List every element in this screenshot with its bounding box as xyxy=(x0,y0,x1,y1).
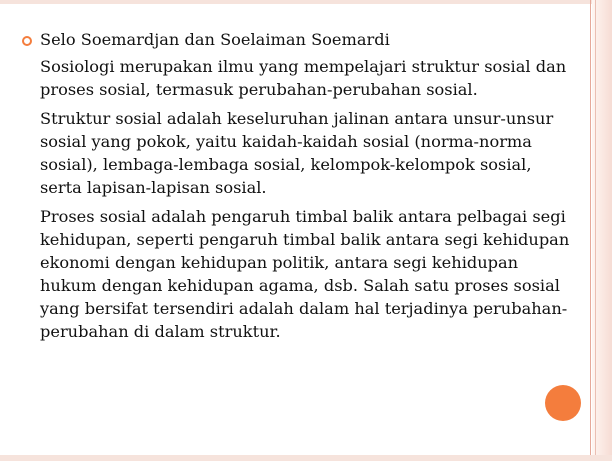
slide-bottom-border xyxy=(0,455,612,461)
slide-heading: Selo Soemardjan dan Soelaiman Soemardi xyxy=(40,30,390,49)
bullet-circle-icon xyxy=(22,36,32,46)
paragraph-proses-sosial: Proses sosial adalah pengaruh timbal balik antara pelbagai segi kehidupan, seperti pengaruh timbal balik antara segi kehidupan ekonomi dengan kehidupan politik, antara segi kehidupan hukum dengan kehidupan agama, dsb. Salah satu proses sosial yang bersifat tersendiri adalah dalam hal terjadinya perubahan-perubahan di dalam struktur. xyxy=(40,207,570,341)
slide-content xyxy=(22,28,577,343)
paragraph-sosiologi: Sosiologi merupakan ilmu yang mempelajari struktur sosial dan proses sosial, termasuk perubahan-perubahan sosial. xyxy=(40,57,567,99)
slide-top-border xyxy=(0,0,612,4)
bullet-heading-row xyxy=(22,28,577,51)
paragraph-struktur-sosial: Struktur sosial adalah keseluruhan jalinan antara unsur-unsur sosial yang pokok, yaitu kaidah-kaidah sosial (norma-norma sosial), lembaga-lembaga sosial, kelompok-kelompok sosial, serta lapisan-lapisan sosial. xyxy=(40,109,554,197)
slide-border-line xyxy=(590,0,591,461)
slide-border-line-inner xyxy=(595,0,596,461)
decorative-circle xyxy=(545,385,581,421)
